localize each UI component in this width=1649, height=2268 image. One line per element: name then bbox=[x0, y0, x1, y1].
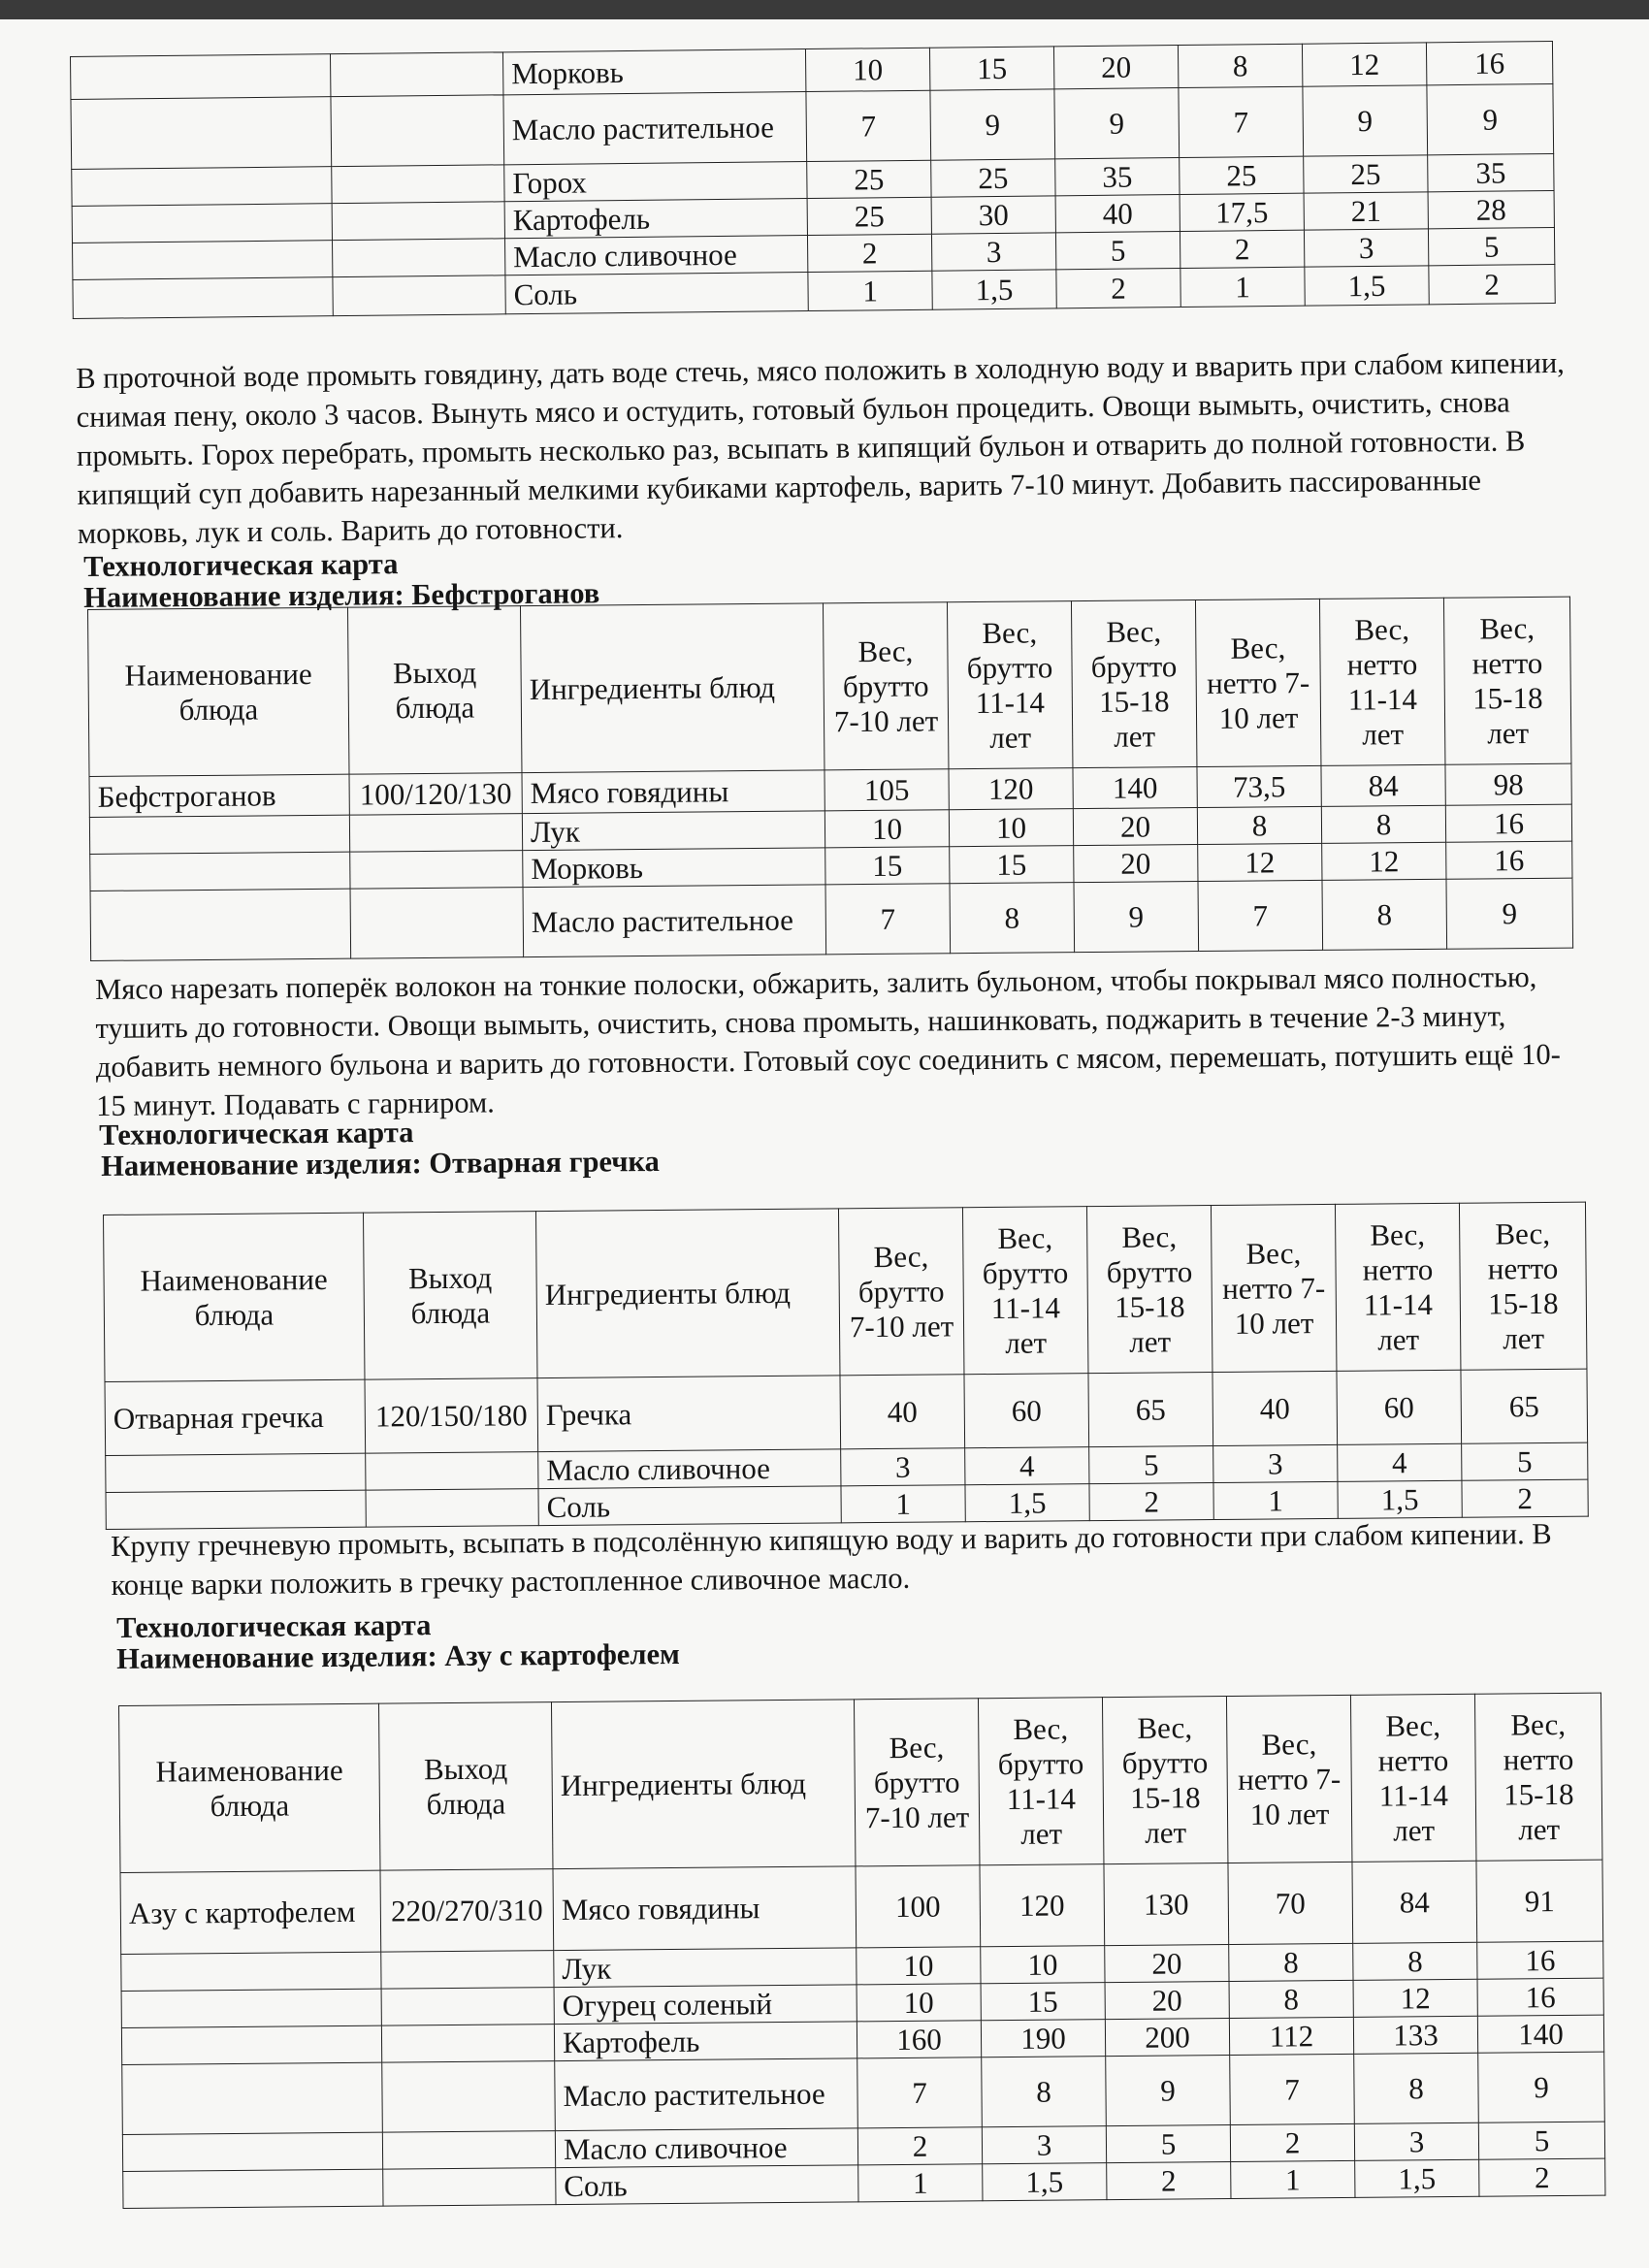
weight-value-cell: 3 bbox=[1304, 229, 1428, 267]
weight-value-cell: 2 bbox=[1479, 2158, 1605, 2196]
header-weight-1: Вес, брутто 7-10 лет bbox=[838, 1208, 963, 1376]
weight-value-cell: 1 bbox=[808, 271, 932, 310]
weight-value-cell: 8 bbox=[1353, 1942, 1477, 1980]
yield-cell: 100/120/130 bbox=[349, 773, 522, 816]
dish-name-cell bbox=[72, 204, 332, 243]
yield-cell bbox=[333, 275, 505, 316]
weight-value-cell: 9 bbox=[1427, 83, 1554, 154]
ingredient-cell: Горох bbox=[504, 162, 807, 202]
weight-value-cell: 40 bbox=[1055, 195, 1180, 233]
ingredient-cell: Масло растительное bbox=[555, 2058, 858, 2131]
weight-value-cell: 8 bbox=[1354, 2053, 1479, 2123]
product-title-1: Наименование изделия: Бефстроганов bbox=[83, 576, 600, 614]
dish-name-cell bbox=[123, 2169, 383, 2208]
ingredient-cell: Лук bbox=[554, 1948, 857, 1988]
header-weight-6: Вес, нетто 15-18 лет bbox=[1459, 1202, 1586, 1370]
tech-card-table-1 bbox=[87, 597, 1573, 961]
weight-value-cell: 25 bbox=[807, 160, 931, 198]
card-title-3: Технологическая карта bbox=[116, 1608, 432, 1644]
ingredient-cell: Гречка bbox=[537, 1376, 841, 1452]
weight-value-cell: 10 bbox=[857, 1947, 981, 1985]
scan-edge bbox=[0, 0, 1649, 19]
yield-cell bbox=[381, 1951, 554, 1990]
ingredient-cell: Морковь bbox=[523, 848, 825, 888]
weight-value-cell: 1,5 bbox=[1355, 2159, 1479, 2197]
yield-cell bbox=[382, 2061, 556, 2133]
weight-value-cell: 15 bbox=[825, 847, 950, 885]
weight-value-cell: 20 bbox=[1105, 1945, 1229, 1983]
weight-value-cell: 133 bbox=[1353, 2016, 1477, 2054]
weight-value-cell: 2 bbox=[1230, 2123, 1354, 2161]
weight-value-cell: 16 bbox=[1477, 1941, 1603, 1979]
weight-value-cell: 5 bbox=[1462, 1442, 1588, 1480]
yield-cell bbox=[332, 202, 504, 241]
weight-value-cell: 10 bbox=[857, 1984, 981, 2022]
yield-cell bbox=[366, 1452, 538, 1491]
header-dish-name: Наименование блюда bbox=[88, 607, 349, 776]
soup-table-continuation bbox=[70, 41, 1556, 319]
weight-value-cell: 2 bbox=[807, 234, 931, 272]
weight-value-cell: 10 bbox=[981, 1946, 1105, 1984]
weight-value-cell: 120 bbox=[980, 1864, 1105, 1947]
weight-value-cell: 25 bbox=[807, 197, 931, 235]
weight-value-cell: 70 bbox=[1228, 1862, 1353, 1944]
header-weight-5: Вес, нетто 11-14 лет bbox=[1319, 598, 1444, 765]
weight-value-cell: 7 bbox=[825, 884, 951, 955]
weight-value-cell: 30 bbox=[931, 196, 1055, 234]
weight-value-cell: 7 bbox=[857, 2057, 983, 2128]
recipe-table bbox=[103, 1202, 1589, 1530]
header-weight-3: Вес, брутто 15-18 лет bbox=[1086, 1206, 1212, 1374]
yield-cell bbox=[381, 1988, 554, 2026]
weight-value-cell: 1,5 bbox=[965, 1484, 1089, 1522]
weight-value-cell: 190 bbox=[981, 2020, 1105, 2057]
ingredient-cell: Соль bbox=[505, 273, 808, 314]
weight-value-cell: 84 bbox=[1321, 764, 1445, 806]
weight-value-cell: 25 bbox=[931, 159, 1055, 197]
weight-value-cell: 9 bbox=[1446, 878, 1573, 949]
dish-name-cell bbox=[90, 852, 350, 891]
table-row bbox=[90, 878, 1573, 960]
table-header-row bbox=[104, 1202, 1587, 1381]
dish-name-cell bbox=[122, 2132, 382, 2171]
weight-value-cell: 12 bbox=[1198, 843, 1322, 881]
tech-card-table-3 bbox=[118, 1693, 1605, 2209]
dish-name-cell: Азу с картофелем bbox=[120, 1870, 381, 1954]
yield-cell bbox=[333, 239, 505, 277]
yield-cell bbox=[383, 2168, 556, 2207]
weight-value-cell: 1 bbox=[1213, 1481, 1338, 1519]
header-yield: Выход блюда bbox=[363, 1212, 536, 1380]
weight-value-cell: 120 bbox=[949, 768, 1073, 810]
weight-value-cell: 1,5 bbox=[932, 270, 1056, 309]
ingredient-cell: Масло растительное bbox=[503, 92, 807, 165]
ingredient-cell: Огурец соленый bbox=[554, 1985, 857, 2025]
weight-value-cell: 17,5 bbox=[1180, 193, 1304, 231]
weight-value-cell: 2 bbox=[1107, 2162, 1231, 2200]
header-weight-2: Вес, брутто 11-14 лет bbox=[978, 1698, 1103, 1865]
yield-cell bbox=[350, 888, 524, 959]
card-instructions-2: Крупу гречневую промыть, всыпать в подсолённую кипящую воду и варить до готовности при слабом кипении. В конце варки положить в гречку растопленное сливочное масло. bbox=[111, 1517, 1552, 1602]
weight-value-cell: 12 bbox=[1322, 842, 1446, 880]
weight-value-cell: 105 bbox=[824, 769, 949, 811]
weight-value-cell: 10 bbox=[805, 48, 929, 91]
weight-value-cell: 60 bbox=[964, 1374, 1089, 1448]
dish-name-cell bbox=[71, 97, 332, 170]
dish-name-cell bbox=[90, 889, 351, 960]
yield-cell bbox=[330, 52, 502, 97]
weight-value-cell: 7 bbox=[806, 90, 931, 161]
weight-value-cell: 5 bbox=[1055, 232, 1180, 270]
ingredient-cell: Картофель bbox=[504, 199, 807, 239]
weight-value-cell: 3 bbox=[1354, 2122, 1478, 2160]
header-weight-5: Вес, нетто 11-14 лет bbox=[1335, 1203, 1460, 1371]
weight-value-cell: 112 bbox=[1229, 2017, 1353, 2055]
yield-cell bbox=[366, 1489, 538, 1528]
weight-value-cell: 1,5 bbox=[1338, 1480, 1462, 1518]
weight-value-cell: 8 bbox=[982, 2057, 1107, 2127]
ingredient-cell: Мясо говядины bbox=[553, 1866, 857, 1951]
ingredient-cell: Лук bbox=[522, 811, 824, 851]
weight-value-cell: 3 bbox=[982, 2126, 1106, 2164]
weight-value-cell: 20 bbox=[1073, 808, 1197, 846]
weight-value-cell: 10 bbox=[824, 810, 949, 848]
weight-value-cell: 160 bbox=[857, 2021, 981, 2058]
weight-value-cell: 130 bbox=[1104, 1863, 1229, 1946]
header-weight-3: Вес, брутто 15-18 лет bbox=[1071, 600, 1196, 768]
weight-value-cell: 2 bbox=[857, 2127, 982, 2165]
weight-value-cell: 8 bbox=[1229, 1980, 1353, 2018]
product-title-3: Наименование изделия: Азу с картофелем bbox=[116, 1636, 680, 1675]
table-header-row bbox=[88, 597, 1571, 776]
weight-value-cell: 5 bbox=[1089, 1446, 1213, 1484]
weight-value-cell: 9 bbox=[1106, 2056, 1231, 2126]
weight-value-cell: 9 bbox=[930, 89, 1055, 160]
ingredient-cell: Масло растительное bbox=[523, 885, 826, 957]
card-title-2: Технологическая карта bbox=[99, 1116, 414, 1151]
yield-cell: 220/270/310 bbox=[380, 1869, 554, 1953]
weight-value-cell: 25 bbox=[1304, 155, 1428, 193]
ingredient-cell: Морковь bbox=[502, 49, 805, 95]
table-row bbox=[120, 1860, 1603, 1954]
yield-cell bbox=[382, 2131, 555, 2170]
weight-value-cell: 7 bbox=[1198, 880, 1323, 951]
weight-value-cell: 1 bbox=[841, 1485, 965, 1523]
header-ingredients: Ингредиенты блюд bbox=[535, 1209, 839, 1378]
weight-value-cell: 1 bbox=[1180, 267, 1305, 307]
soup-instructions: В проточной воде промыть говядину, дать воде стечь, мясо положить в холодную воду и вварить при слабом кипении, снимая пену, около 3 часов. Вынуть мясо и остудить, готовый бульон процедить. Овощи вымыть, очистить, снова промыть. Горох перебрать, промыть несколько раз, всыпать в кипящий бульон и отварить до полной готовности. В кипящий суп добавить нарезанный мелкими кубиками картофель, варить 7-10 минут. Добавить пассированные морковь, лук и соль. Варить до готовности. bbox=[76, 345, 1565, 550]
header-dish-name: Наименование блюда bbox=[119, 1703, 380, 1872]
yield-cell: 120/150/180 bbox=[365, 1378, 538, 1454]
weight-value-cell: 5 bbox=[1478, 2122, 1604, 2159]
weight-value-cell: 2 bbox=[1462, 1479, 1588, 1517]
weight-value-cell: 98 bbox=[1445, 763, 1571, 805]
weight-value-cell: 9 bbox=[1054, 88, 1180, 159]
weight-value-cell: 15 bbox=[929, 47, 1053, 90]
dish-name-cell bbox=[106, 1453, 366, 1492]
weight-value-cell: 91 bbox=[1476, 1860, 1603, 1942]
table-row bbox=[122, 2052, 1605, 2134]
weight-value-cell: 84 bbox=[1352, 1861, 1477, 1943]
header-ingredients: Ингредиенты блюд bbox=[520, 603, 824, 773]
yield-cell bbox=[350, 851, 523, 890]
weight-value-cell: 28 bbox=[1428, 190, 1554, 228]
weight-value-cell: 16 bbox=[1445, 804, 1571, 842]
yield-cell bbox=[349, 814, 522, 853]
weight-value-cell: 25 bbox=[1180, 156, 1304, 194]
weight-value-cell: 20 bbox=[1074, 845, 1198, 883]
weight-value-cell: 1,5 bbox=[983, 2163, 1107, 2201]
yield-cell bbox=[331, 95, 504, 167]
weight-value-cell: 200 bbox=[1105, 2019, 1229, 2057]
dish-name-cell bbox=[89, 815, 349, 854]
header-weight-2: Вес, брутто 11-14 лет bbox=[947, 601, 1072, 769]
weight-value-cell: 12 bbox=[1353, 1979, 1477, 2017]
weight-value-cell: 2 bbox=[1429, 264, 1555, 304]
weight-value-cell: 7 bbox=[1179, 86, 1304, 157]
header-weight-1: Вес, брутто 7-10 лет bbox=[854, 1699, 979, 1866]
weight-value-cell: 8 bbox=[1322, 879, 1447, 950]
dish-name-cell bbox=[106, 1490, 366, 1529]
header-ingredients: Ингредиенты блюд bbox=[551, 1700, 855, 1869]
weight-value-cell: 35 bbox=[1428, 153, 1554, 191]
weight-value-cell: 8 bbox=[1197, 806, 1321, 844]
weight-value-cell: 60 bbox=[1337, 1370, 1462, 1444]
header-weight-5: Вес, нетто 11-14 лет bbox=[1350, 1694, 1475, 1862]
weight-value-cell: 9 bbox=[1303, 85, 1428, 156]
weight-value-cell: 9 bbox=[1478, 2052, 1605, 2122]
header-yield: Выход блюда bbox=[347, 606, 521, 775]
product-title-2: Наименование изделия: Отварная гречка bbox=[101, 1144, 660, 1183]
ingredient-cell: Масло сливочное bbox=[555, 2128, 857, 2168]
header-weight-4: Вес, нетто 7-10 лет bbox=[1226, 1695, 1351, 1863]
header-weight-1: Вес, брутто 7-10 лет bbox=[823, 602, 948, 770]
weight-value-cell: 73,5 bbox=[1197, 765, 1321, 807]
header-weight-3: Вес, брутто 15-18 лет bbox=[1102, 1697, 1227, 1864]
weight-value-cell: 15 bbox=[981, 1983, 1105, 2021]
recipe-table bbox=[87, 597, 1573, 961]
recipe-table bbox=[118, 1693, 1605, 2209]
ingredient-cell: Соль bbox=[556, 2165, 858, 2205]
header-yield: Выход блюда bbox=[378, 1702, 552, 1871]
tech-card-table-2 bbox=[103, 1202, 1589, 1530]
weight-value-cell: 2 bbox=[1056, 269, 1180, 308]
weight-value-cell: 1,5 bbox=[1305, 266, 1429, 306]
ingredient-cell: Соль bbox=[538, 1486, 841, 1526]
weight-value-cell: 140 bbox=[1073, 767, 1197, 809]
yield-cell bbox=[381, 2025, 554, 2063]
weight-value-cell: 20 bbox=[1105, 1982, 1229, 2020]
weight-value-cell: 3 bbox=[1213, 1444, 1338, 1482]
weight-value-cell: 1 bbox=[1231, 2160, 1355, 2198]
weight-value-cell: 20 bbox=[1053, 46, 1178, 89]
weight-value-cell: 35 bbox=[1055, 158, 1180, 196]
ingredient-cell: Картофель bbox=[554, 2022, 857, 2061]
weight-value-cell: 40 bbox=[1212, 1371, 1338, 1445]
dish-name-cell bbox=[73, 277, 333, 319]
dish-name-cell bbox=[122, 2062, 383, 2134]
header-weight-4: Вес, нетто 7-10 лет bbox=[1195, 599, 1320, 766]
dish-name-cell bbox=[71, 54, 331, 100]
weight-value-cell: 21 bbox=[1304, 192, 1428, 230]
dish-name-cell: Отварная гречка bbox=[105, 1379, 366, 1455]
header-weight-6: Вес, нетто 15-18 лет bbox=[1443, 597, 1570, 764]
weight-value-cell: 16 bbox=[1477, 1978, 1603, 2016]
yield-cell bbox=[332, 165, 504, 204]
weight-value-cell: 10 bbox=[949, 809, 1073, 847]
weight-value-cell: 4 bbox=[1338, 1443, 1462, 1481]
card-instructions-1: Мясо нарезать поперёк волокон на тонкие полоски, обжарить, залить бульоном, чтобы покрывал мясо полностью, тушить до готовности. Овощи вымыть, очистить, снова промыть, нашинковать, поджарить в течение 2-3 минут, добавить немного бульона и варить до готовности. Готовый соус соединить с мясом, перемешать, потушить ещё 10-15 минут. Подавать с гарниром. bbox=[95, 960, 1561, 1122]
recipe-table bbox=[70, 41, 1556, 319]
dish-name-cell bbox=[121, 1952, 381, 1991]
ingredient-cell: Мясо говядины bbox=[522, 770, 824, 814]
weight-value-cell: 65 bbox=[1088, 1373, 1213, 1447]
weight-value-cell: 5 bbox=[1106, 2125, 1230, 2163]
dish-name-cell bbox=[121, 1989, 381, 2027]
weight-value-cell: 9 bbox=[1074, 882, 1199, 953]
weight-value-cell: 8 bbox=[1321, 805, 1445, 843]
ingredient-cell: Масло сливочное bbox=[504, 236, 807, 275]
dish-name-cell: Бефстроганов bbox=[89, 774, 349, 817]
weight-value-cell: 3 bbox=[841, 1448, 965, 1486]
weight-value-cell: 8 bbox=[950, 883, 1075, 954]
weight-value-cell: 140 bbox=[1477, 2015, 1603, 2053]
weight-value-cell: 3 bbox=[931, 233, 1055, 271]
weight-value-cell: 7 bbox=[1230, 2054, 1355, 2124]
card-title-1: Технологическая карта bbox=[83, 547, 399, 583]
weight-value-cell: 2 bbox=[1180, 230, 1304, 268]
header-weight-2: Вес, брутто 11-14 лет bbox=[962, 1207, 1087, 1375]
weight-value-cell: 8 bbox=[1178, 44, 1302, 87]
weight-value-cell: 16 bbox=[1426, 41, 1552, 84]
weight-value-cell: 5 bbox=[1428, 227, 1554, 265]
weight-value-cell: 4 bbox=[965, 1447, 1089, 1485]
weight-value-cell: 65 bbox=[1461, 1369, 1588, 1443]
dish-name-cell bbox=[72, 167, 332, 207]
weight-value-cell: 100 bbox=[856, 1865, 981, 1948]
table-row bbox=[105, 1369, 1588, 1455]
ingredient-cell: Масло сливочное bbox=[538, 1449, 841, 1489]
weight-value-cell: 40 bbox=[840, 1375, 965, 1449]
header-dish-name: Наименование блюда bbox=[104, 1213, 365, 1381]
header-weight-4: Вес, нетто 7-10 лет bbox=[1211, 1204, 1336, 1372]
header-weight-6: Вес, нетто 15-18 лет bbox=[1474, 1693, 1601, 1861]
weight-value-cell: 1 bbox=[858, 2164, 983, 2202]
weight-value-cell: 8 bbox=[1229, 1943, 1353, 1981]
table-header-row bbox=[119, 1693, 1602, 1872]
weight-value-cell: 2 bbox=[1089, 1483, 1213, 1521]
weight-value-cell: 15 bbox=[950, 846, 1074, 884]
weight-value-cell: 12 bbox=[1302, 43, 1426, 86]
dish-name-cell bbox=[73, 241, 333, 280]
dish-name-cell bbox=[121, 2025, 381, 2064]
weight-value-cell: 16 bbox=[1446, 841, 1572, 879]
